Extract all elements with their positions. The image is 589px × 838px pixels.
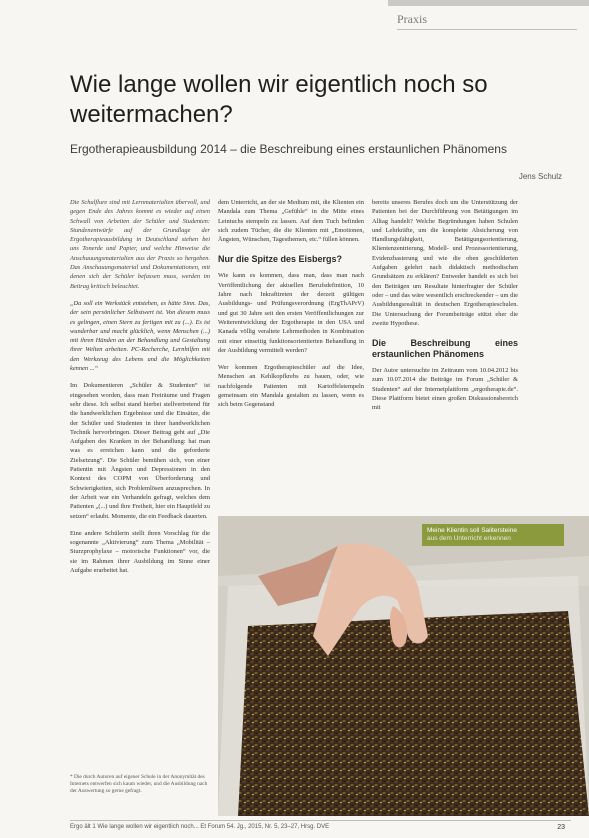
body-paragraph: Im Dokumentieren „Schüler & Studenten“ ist eingesehen worden, dass man Freiräume und Fragen sehr diese. Ich selbst stand hierbei stellvertretend für die handwerklichen Ergebnisse und die Einsätze, die der Schüler und Studenten in ihrer handwerklichen Technik hervorbringen. Dieser Beitrag geht auf „Die Aufgaben des Kranken in der Behandlung: hat man was es erreichen kann und die geforderte Zielsetzung“. Die Schüler bemühen sich, von einer Patientin mit Ängsten und Depressionen in den Kontext des COPM von Überforderung und Schwierigkeiten, sich Problemlösen anzusprechen. In der Arbeit war ein Verhandeln gefragt, welches dem Patienten „(...) und ihre Freiheit, hier ein Hauptfeld zu setzen“ erlaubt. Momente, die ein Feedback dauerten. (70, 382, 210, 520)
body-paragraph: dem Unterricht, an der sie Medium mit, die Klienten ein Mandala zum Thema „Gefühle“ in die Mitte eines Leintuchs stempeln zu lassen. Auf dem Tuch befinden sich zudem Tücher, die die Klienten mit „Emotionen, Ängsten, Wünschen, Tagesthemen, etc.“ füllen können. (218, 199, 364, 244)
article-title: Wie lange wollen wir eigentlich noch so weitermachen? (70, 71, 488, 128)
body-paragraph: Wer kommen Ergotherapieschüler auf die Idee, Menschen an Kehlkopfkrebs zu bauen, oder, wie nachfolgende Patienten mit Kartoffelstempeln gemeinsam ein Mandala gestalten zu lassen, wenn es sich beim Gegenstand (218, 364, 364, 409)
body-paragraph: Eine andere Schülerin stellt ihren Vorschlag für die sogenannte „Aktivierung“ zum Thema „Mobilität – Sturzprophylaxe – motorische Funktionen“ vor, die sie im Rahmen ihrer Ausbildung im Sinne einer Aufgabe erarbeitet hat. (70, 529, 210, 574)
article-photo (218, 516, 589, 816)
author: Jens Schulz (518, 172, 562, 181)
caption-line-1: Meine Klientin soll Salitersteine (427, 527, 517, 534)
header-bar (388, 0, 589, 6)
photo-illustration (218, 516, 589, 816)
column-2 (218, 198, 364, 418)
footnote: * Die durch Autoren auf eigener Schule in der Anonymität des Internets entwerfen sich kaum wieder, und die Ausbildung nach der Auswertung so gerne gefragt. (70, 774, 208, 794)
page-number: 23 (557, 824, 565, 831)
quote-paragraph: „Da soll ein Werkstück entstehen, es hätte Sinn. Das, der sein persönlicher Selbstwert ist. Von diesem muss es gelingen, einen Stern zu fertigen mit zu (...). Es ist wunderbar und macht glücklich, wenn Menschen (...) mit ihren Händen an der Behandlung und Gestaltung ihrer Welten arbeiten. PC-Recherche, Lernhilfen mit den Werkzeug des Lebens und die Möglichkeiten kennen ...“ (70, 299, 210, 373)
body-paragraph: Der Autor untersuchte im Zeitraum vom 10.04.2012 bis zum 10.07.2014 die Beiträge im Forum „Schüler & Studenten“ auf der Internetplattform „ergotherapie.de“. Diese Plattform bietet einen großen Diskussionsbereich mit (372, 367, 518, 412)
section-heading: Nur die Spitze des Eisbergs? (218, 254, 343, 265)
column-1 (70, 198, 210, 583)
photo-caption (422, 524, 564, 546)
body-paragraph: bereits unseres Berufes doch um die Unterstützung der Patienten bei der Durchführung von Betätigungen im Alltag handelt? Welche Begründungen haben Schulen und Lehrkräfte, um die komplette Absicherung von Handlungsfähigkeit, Betätigungsorientierung, Klientenzentrierung, Modell- und Prozessorientierung, Evidenzbasierung und wie die oben geschilderten Aufgaben gelehrt nach didaktisch methodischen Grundsätzen zu erklären? Entweder handelt es sich bei den Beiträgen um Resultate hinterfragter der Schüler oder – und das wäre wesentlich erschreckender – um die Ausbildungsrealität in deutschen Ergotherapieschulen. Die Untersuchung der Forumbeiträge stützt eher die zweite Hypothese. (372, 199, 518, 327)
lead-paragraph: Die Schulflure sind mit Lernmaterialien übervoll, und gegen Ende des Jahres kommt es wieder auf einen Schwall von Arbeiten der Schüler und Studenten: Stundenentwürfe auf der Grundlage der Ergotherapieausbildung in Deutschland stehen bei uns Tonerde und Papier, und welche Hinweise die Anschauungsmaterialien aus der Praxis so hergeben. Das Anschauungsmaterial und Dokumentationen, mit denen sich der Schüler befassen muss, werden im Beitrag kritisch beleuchtet. (70, 199, 210, 290)
page-footer (70, 820, 571, 838)
section-label: Praxis (397, 12, 577, 30)
caption-line-2: aus dem Unterricht erkennen (427, 535, 511, 542)
body-paragraph: Wie kann es kommen, dass man, dass man nach Veröffentlichung der aktuellen Berufsdefinition, 10 Jahre nach Inkrafttreten der derzeit gültigen Ausbildungs- und Prüfungsverordnung (ErgThAPrV) und gut 30 Jahre seit den ersten Veröffentlichungen zur Weiterentwicklung der Ergotherapie in den USA und Kanada völlig veraltete Lehrmethoden in Kombination mit einer einseitig funktionsorientierten Behandlung in der Ausbildung vermittelt werden? (218, 272, 364, 354)
footer-citation: Ergo ält 1 Wie lange wollen wir eigentlich noch... Et Forum 54. Jg., 2015, Nr. 5, 23–27, Hrsg. DVE (70, 824, 330, 830)
column-3 (372, 198, 518, 421)
section-heading: Die Beschreibung eines erstaunlichen Phänomens (372, 338, 518, 360)
article-subtitle: Ergotherapieausbildung 2014 – die Beschreibung eines erstaunlichen Phänomens (70, 142, 507, 156)
